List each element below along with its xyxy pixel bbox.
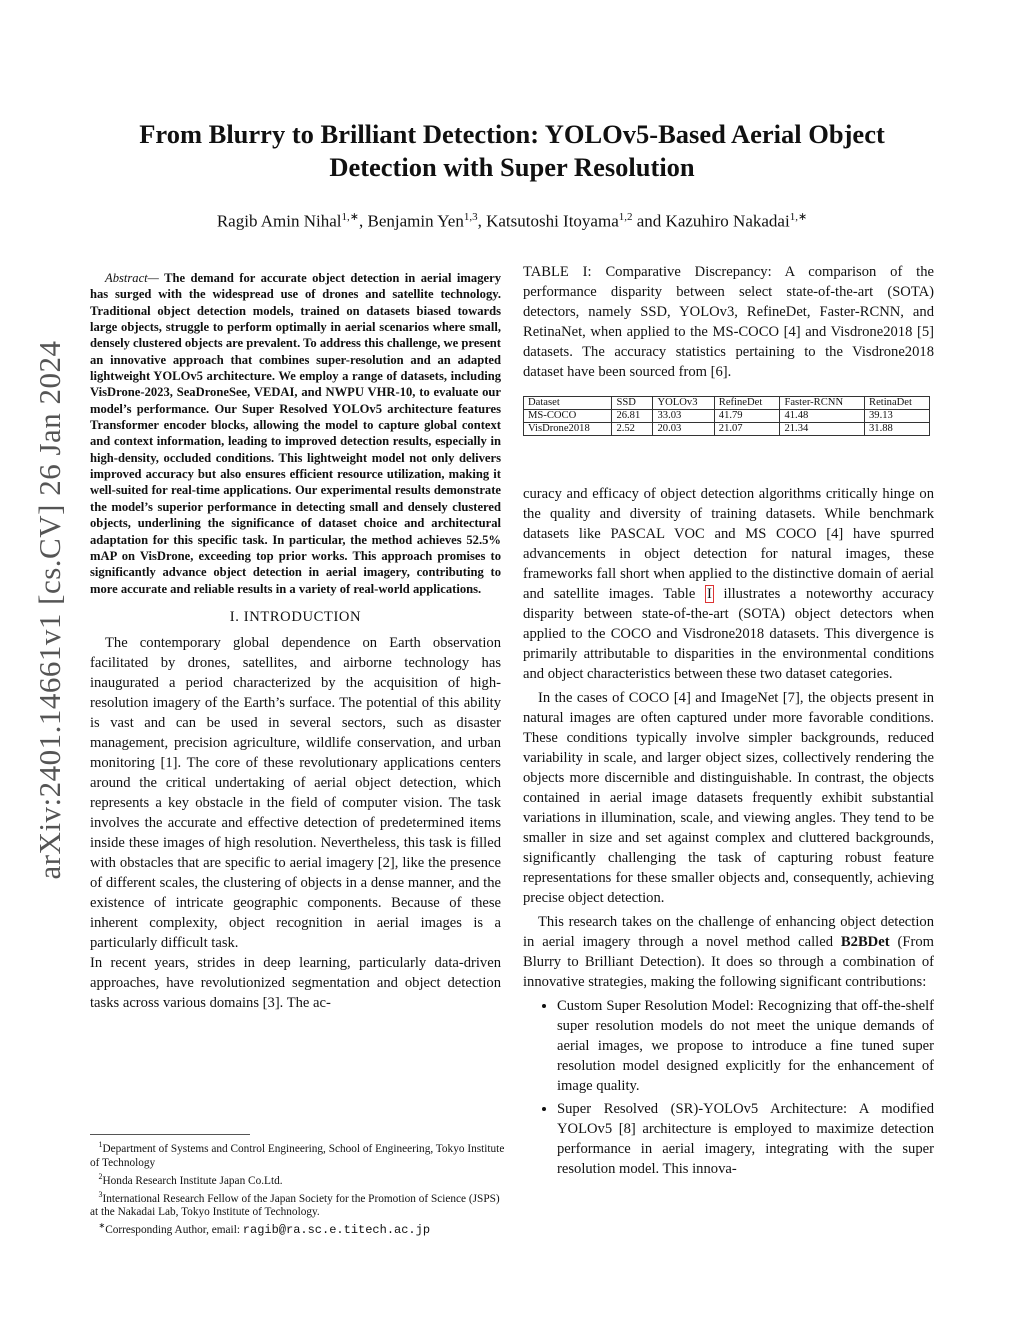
footnote-mark: 3	[98, 1189, 103, 1199]
table-cell: 26.81	[612, 410, 653, 423]
table-header-row	[524, 397, 930, 410]
footnote-text: Corresponding Author, email:	[105, 1224, 243, 1237]
section-heading: I. INTRODUCTION	[229, 608, 362, 625]
intro-paragraph: In recent years, strides in deep learning, particularly data-driven approaches, have revolutionized segmentation and object detection tasks across various domains [3]. The ac-	[90, 954, 501, 1011]
left-column	[90, 270, 501, 1013]
table-cell: 41.48	[780, 410, 865, 423]
table-cell: 41.79	[714, 410, 780, 423]
author-affiliation: 1,3	[463, 211, 478, 223]
table-cell: 20.03	[653, 423, 714, 436]
table-cell: 21.07	[714, 423, 780, 436]
list-item: • Custom Super Resolution Model: Recognizing that off-the-shelf super resolution models do not meet the unique demands of aerial images, we propose to introduce a fine tuned super resolution model designed explicitly for the enhancement of image quality.	[557, 996, 934, 1096]
body-paragraph	[523, 484, 934, 684]
body-paragraph	[523, 912, 934, 992]
table-cell: 39.13	[865, 410, 930, 423]
arxiv-sidebar	[30, 260, 70, 960]
abstract-label: Abstract—	[105, 271, 159, 285]
footnote	[90, 1138, 505, 1170]
table-cell: 2.52	[612, 423, 653, 436]
table-header-cell: Dataset	[524, 397, 612, 410]
table-cell: 33.03	[653, 410, 714, 423]
contribution-list	[523, 996, 934, 1179]
footnote	[90, 1219, 505, 1237]
table-header-cell: RetinaDet	[865, 397, 930, 410]
author-list: Ragib Amin Nihal$^{1,∗}$, Benjamin Yen$^{1,3}$, Katsutoshi Itoyama$^{1,2}$ and Kazuhiro Nakadai$^{1,∗}$	[216, 211, 808, 231]
abstract-text: The demand for accurate object detection in aerial imagery has surged with the widespread use of drones and satellite technology. Traditional object detection models, trained on datasets biased towards large objects, struggle to perform optimally in aerial scenarios where small, densely clustered objects are prevalent. To address this challenge, we present an innovative approach that combines super-resolution and an adapted lightweight YOLOv5 architecture. We employ a range of datasets, including VisDrone-2023, SeaDroneSee, VEDAI, and NWPU VHR-10, to evaluate our model’s performance. Our Super Resolved YOLOv5 architecture features Transformer encoder blocks, allowing the model to capture global context and context information, leading to improved detection results, especially in high-density, occluded conditions. This lightweight model not only delivers improved accuracy but also ensures efficient resource utilization, making it well-suited for real-time applications. Our experimental results demonstrate the model’s superior performance in detecting small and densely clustered objects, underlining the significance of dataset choice and architectural adaptation for this specific task. In particular, the method achieves 52.5% mAP on VisDrone, exceeding top prior works. This approach promises to significantly advance object detection in aerial imagery, contributing to more accurate and reliable results in a variety of real-world applications.	[90, 271, 501, 596]
body-paragraph: In the cases of COCO [4] and ImageNet [7], the objects present in natural images are often captured under more favorable conditions. These conditions typically involve simpler backgrounds, reduced variability in scale, and larger object sizes, collectively rendering the objects more discernible and distinguishable. In contrast, the objects contained in aerial image datasets frequently exhibit substantial variations in illumination, scale, and viewing angles. They tend to be smaller in size and set against complex and cluttered backgrounds, significantly challenging the task of capturing robust feature representations for these smaller objects and, consequently, achieving precise object detection.	[523, 690, 934, 906]
footnote-text: Department of Systems and Control Engineering, School of Engineering, Tokyo Institute of Technology	[90, 1142, 505, 1169]
body-text: illustrates a noteworthy accuracy disparity between state-of-the-art (SOTA) object detectors when applied to the COCO and Visdrone2018 datasets. This divergence is primarily attributable to disparities in the environmental conditions and object characteristics between these two dataset categories.	[523, 586, 934, 682]
abstract	[90, 270, 501, 597]
table-caption: TABLE I: Comparative Discrepancy: A comparison of the performance disparity between select state-of-the-art (SOTA) detectors, namely SSD, YOLOv3, RefineDet, Faster-RCNN, and RetinaNet, when applied to the MS-COCO [4] and Visdrone2018 [5] datasets. The accuracy statistics pertaining to the Visdrone2018 dataset have been sourced from [6].	[523, 264, 934, 380]
list-item: • Super Resolved (SR)-YOLOv5 Architecture: A modified YOLOv5 [8] architecture is employed to maximize detection performance in aerial imagery, integrating with the super resolution model. This innova-	[557, 1099, 934, 1179]
author-name: Benjamin Yen	[367, 211, 464, 231]
table-header-cell: RefineDet	[714, 397, 780, 410]
author-affiliation: 1,∗	[341, 211, 359, 223]
body-text: (From Blurry to Brilliant Detection). It does so through a combination of innovative strategies, making the following significant contributions:	[523, 934, 934, 990]
intro-paragraph: The contemporary global dependence on Earth observation facilitated by drones, satellites, and airborne technology has inaugurated a period characterized by the acquisition of high-resolution imagery of the Earth’s surface. The potential of this ability is vast and can be used in several sectors, such as disaster management, precision agriculture, wildlife conservation, and urban monitoring [1]. The core of these revolutionary applications centers around the critical undertaking of aerial object detection, which represents a key obstacle in the field of computer vision. The task involves the accurate and effective detection of predetermined items inside these images of high resolution. Nevertheless, this task is filled with obstacles that are specific to aerial imagery [2], like the presence of different scales, the clustering of objects in a dense manner, and the existence of intricate geographic components. Because of these inherent complexity, object recognition in aerial images is a particularly difficult task.	[90, 634, 501, 951]
footnote-mark: 2	[98, 1171, 103, 1181]
footnote-text: International Research Fellow of the Japan Society for the Promotion of Science (JSPS) at the Nakadai Lab, Tokyo Institute of Technology.	[90, 1192, 500, 1219]
method-name: B2BDet	[840, 934, 890, 950]
footnote-mark: ∗	[98, 1221, 106, 1231]
table-header-cell: Faster-RCNN	[780, 397, 865, 410]
footnote	[90, 1188, 505, 1220]
author-affiliation: 1,∗	[789, 211, 808, 223]
footnote-text: Honda Research Institute Japan Co.Ltd.	[102, 1174, 283, 1187]
author-name: Kazuhiro Nakadai	[665, 211, 790, 231]
footnote-rule	[90, 1134, 250, 1135]
comparison-table	[523, 396, 930, 436]
right-column	[523, 262, 934, 1182]
author-affiliation: 1,2	[618, 211, 633, 223]
author-name: Ragib Amin Nihal	[216, 211, 342, 231]
author-name: Katsutoshi Itoyama	[486, 211, 619, 231]
table-reference-link[interactable]: I	[706, 586, 712, 602]
body-text: This research takes on the challenge of enhancing object detection in aerial imagery through a novel method called	[523, 914, 934, 950]
footnote	[90, 1170, 505, 1188]
table-cell: 21.34	[780, 423, 865, 436]
table-row	[524, 410, 930, 423]
arxiv-identifier: arXiv:2401.14661v1 [cs.CV] 26 Jan 2024	[32, 340, 67, 880]
paper-title: From Blurry to Brilliant Detection: YOLOv5-Based Aerial Object Detection with Super Resolution	[139, 119, 885, 182]
table-cell: 31.88	[865, 423, 930, 436]
email-link[interactable]: ragib@ra.sc.e.titech.ac.jp	[242, 1223, 431, 1238]
footnote-mark: 1	[98, 1140, 103, 1149]
footnotes	[90, 1134, 505, 1237]
body-text: curacy and efficacy of object detection algorithms critically hinge on the quality and diversity of training datasets. While benchmark datasets like PASCAL VOC and MS COCO [4] have spurred advancements in object detection for natural images, these frameworks fall short when applied to the distinctive domain of aerial and satellite images. Table	[523, 486, 934, 602]
table-header-cell: YOLOv3	[653, 397, 714, 410]
table-cell: VisDrone2018	[524, 423, 612, 436]
table-cell: MS-COCO	[524, 410, 612, 423]
table-header-cell: SSD	[612, 397, 653, 410]
table-row	[524, 423, 930, 436]
